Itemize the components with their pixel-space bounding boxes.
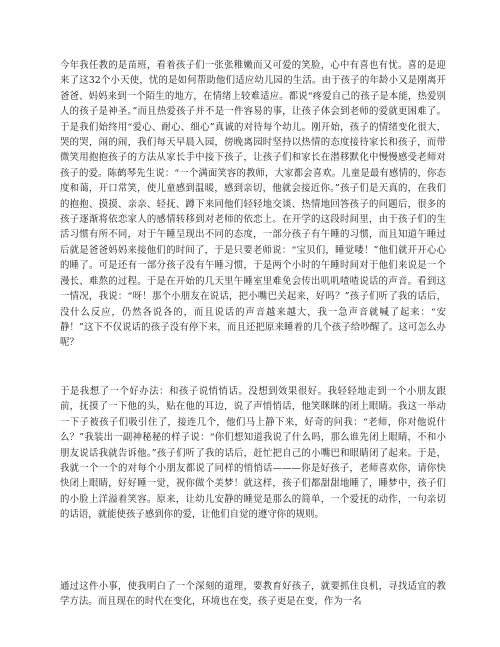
paragraph-classroom-story: 今年我任教的是苗班，看着孩子们一张张稚嫩而又可爱的笑脸，心中有喜也有忧。喜的是迎来了这32个小天使，忧的是如何帮助他们适应幼儿园的生活。由于孩子的年龄小又是刚离开爸爸、妈妈来到一个陌生的地方，在情绪上较难适应。都说“疼爱自己的孩子是本能，热爱别人的孩子是神圣。”而且热爱孩子并不是一件容易的事，让孩子体会到老师的爱就更困难了。于是我们始终用“爱心、耐心、细心”真诚的对待每个幼儿。刚开始，孩子的情绪变化很大，哭的哭，闹的闹，我们每天早晨入园，傍晚离园时坚持以热情的态度接待家长和孩子，而带微笑用抱抱孩子的方法从家长手中接下孩子，让孩子们和家长在潜移默化中慢慢感受老师对孩子的爱。陈鹤琴先生说：“一个满面笑容的教师，大家都会喜欢。儿童是最有感情的，你态度和蔼，开口常笑，使儿童感到温暖，感到亲切，他就会接近你。”孩子们是天真的，在我们的抱抱、摸摸、亲亲、轻抚、蹲下来同他们轻轻地交谈、热情地回答孩子的问题后，很多的孩子逐渐将依恋家人的感情转移到对老师的依恋上。在开学的这段时间里，由于孩子们的生活习惯有所不同，对于午睡呈现出不同的态度，一部分孩子有午睡的习惯，而且知道午睡过后就是爸爸妈妈来接他们的时间了，于是只要老师说：“宝贝们，睡觉喽！”他们就开开心心的睡了。可是还有一部分孩子没有午睡习惯，于是两个小时的午睡时间对于他们来说是一个漫长、难熬的过程。于是在开始的几天里午睡室里难免会传出叽叽喳喳说话的声音。看到这一情况，我说：“呀！那个小朋友在说话，把小嘴巴关起来，好吗？”孩子们听了我的话后，没什么反应，仍然各说各的，而且说话的声音越来越大，我一急声音就喊了起来：“安静！”这下不仅说话的孩子没有停下来，而且还把原来睡着的几个孩子给吵醒了。这可怎么办呢？ xyxy=(60,60,446,349)
paragraph-lesson-learned: 通过这件小事，使我明白了一个深刻的道理，要教育好孩子，就要抓住良机，寻找适宜的教学方法。而且现在的时代在变化，环境也在变，孩子更是在变，作为一名 xyxy=(60,581,446,608)
paragraph-whisper-method: 于是我想了一个好办法：和孩子说悄悄话。没想到效果很好。我轻轻地走到一个小朋友跟前，抚摸了一下他的头，贴在他的耳边，说了声悄悄话，他笑眯眯的闭上眼睛。我这一举动一下子被孩子们吸引住了，接连几个，他们马上静下来，好奇的问我：“老师，你对他说什么？”我装出一副神秘秘的样子说：“你们想知道我说了什么吗，那么谁先闭上眼睛，不和小朋友说话我就告诉他。”孩子们听了我的话后，赶忙把自己的小嘴巴和眼睛闭了起来。于是，我就一个一个的对每个小朋友都说了同样的悄悄话———你是好孩子，老师喜欢你，请你快快闭上眼睛，好好睡一觉，祝你做个美梦！就这样，孩子们都甜甜地睡了，睡梦中，孩子们的小脸上洋溢着笑容。原来，让幼儿安静的睡觉是那么的简单，一个爱抚的动作，一句亲切的话语，就能使孩子感到你的爱，让他们自觉的遵守你的规则。 xyxy=(60,386,446,521)
